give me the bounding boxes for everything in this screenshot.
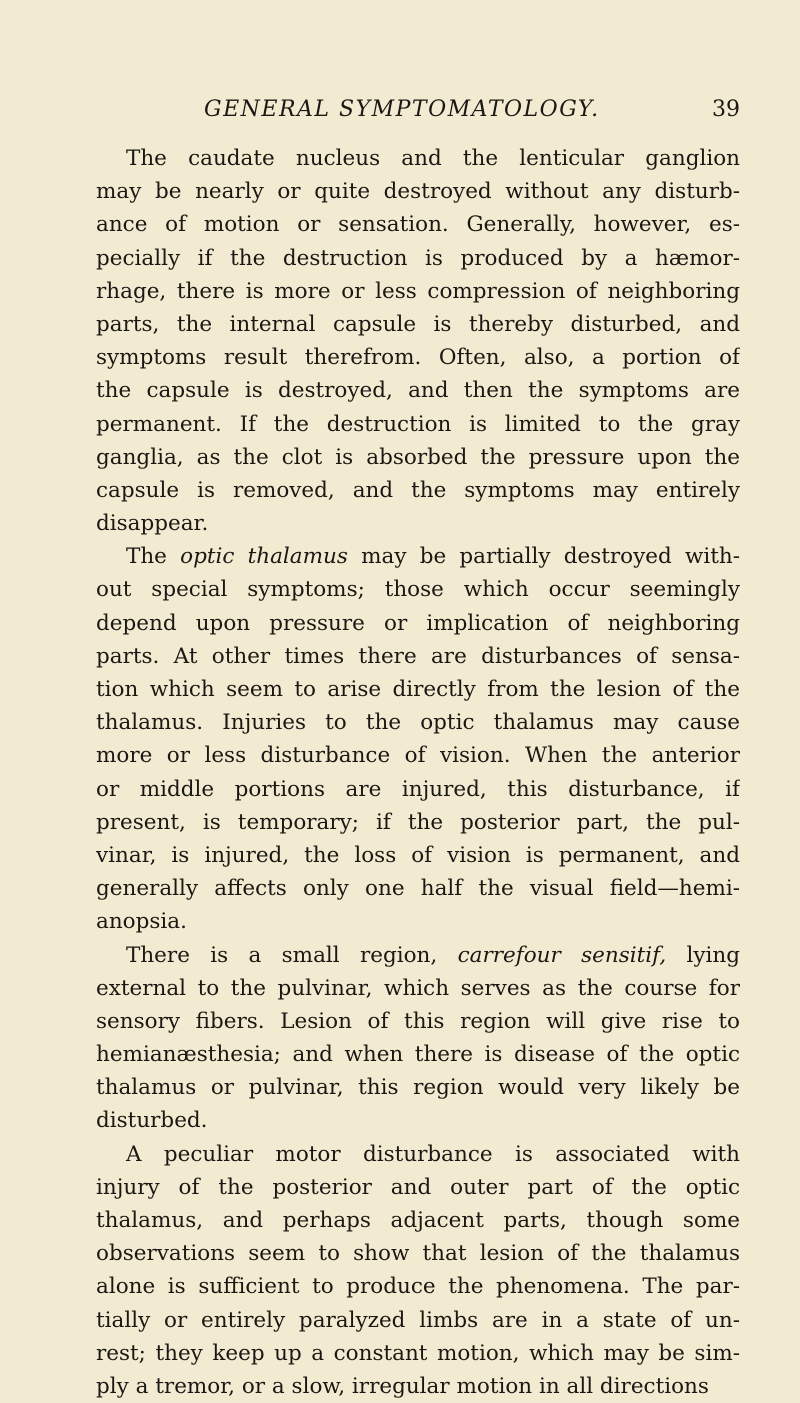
text-line: alone is sufficient to produce the phenomena. The par-	[96, 1274, 740, 1300]
text-line: ganglia, as the clot is absorbed the pressure upon the	[96, 444, 740, 470]
text-line: more or less disturbance of vision. When the anterior	[96, 743, 740, 769]
text-line: sensory fibers. Lesion of this region will give rise to	[96, 1008, 740, 1034]
text-line: depend upon pressure or implication of neighboring	[96, 610, 740, 636]
text-run: The	[126, 544, 181, 570]
paragraph	[96, 142, 740, 540]
text-line: vinar, is injured, the loss of vision is permanent, and	[96, 842, 740, 868]
page-header	[96, 94, 740, 126]
text-line: permanent. If the destruction is limited to the gray	[96, 411, 740, 437]
text-line: symptoms result therefrom. Often, also, a portion of	[96, 345, 740, 371]
text-line: parts. At other times there are disturbances of sensa-	[96, 643, 740, 669]
text-line: hemianæsthesia; and when there is disease of the optic	[96, 1042, 740, 1068]
paragraph	[96, 939, 740, 1138]
page-number: 39	[712, 97, 740, 122]
text-line: may be nearly or quite destroyed without any disturb-	[96, 179, 740, 205]
text-line: rest; they keep up a constant motion, which may be sim-	[96, 1340, 740, 1366]
text-line: rhage, there is more or less compression of neighboring	[96, 278, 740, 304]
italic-term: optic thalamus	[180, 544, 348, 570]
text-line: disturbed.	[96, 1108, 208, 1134]
paragraph	[96, 1138, 740, 1403]
text-line: thalamus. Injuries to the optic thalamus may cause	[96, 710, 740, 736]
text-run: may be partially destroyed with-	[347, 544, 740, 570]
text-line: thalamus, and perhaps adjacent parts, though some	[96, 1208, 740, 1233]
text-line: anopsia.	[96, 909, 187, 935]
text-line: A peculiar motor disturbance is associated with	[126, 1141, 740, 1167]
text-run: There is a small region,	[126, 942, 458, 968]
text-line: ply a tremor, or a slow, irregular motion in all directions	[96, 1373, 709, 1399]
text-line: disappear.	[96, 511, 209, 537]
text-line: generally affects only one half the visual field—hemi-	[96, 876, 740, 902]
text-line: parts, the internal capsule is thereby disturbed, and	[96, 311, 740, 337]
text-line: capsule is removed, and the symptoms may entirely	[96, 477, 740, 503]
text-line: out special symptoms; those which occur seemingly	[96, 577, 740, 603]
text-line	[96, 540, 740, 573]
text-line: or middle portions are injured, this disturbance, if	[96, 776, 740, 802]
italic-term: carrefour sensitif,	[457, 942, 667, 968]
text-line: tion which seem to arise directly from the lesion of the	[96, 677, 740, 702]
text-line: pecially if the destruction is produced by a hæmor-	[96, 245, 740, 271]
text-line: observations seem to show that lesion of the thalamus	[96, 1241, 740, 1267]
text-line: the capsule is destroyed, and then the symptoms are	[96, 378, 740, 404]
text-run: lying	[666, 942, 740, 968]
paragraph	[96, 540, 740, 938]
text-line: ance of motion or sensation. Generally, however, es-	[96, 212, 740, 238]
text-line: The caudate nucleus and the lenticular ganglion	[126, 146, 740, 171]
text-line: external to the pulvinar, which serves as the course for	[96, 975, 740, 1001]
text-line: tially or entirely paralyzed limbs are in a state of un-	[96, 1307, 740, 1333]
text-line: thalamus or pulvinar, this region would very likely be	[96, 1075, 740, 1101]
body-text	[96, 142, 740, 1403]
text-line: injury of the posterior and outer part of the optic	[96, 1174, 740, 1200]
text-line: present, is temporary; if the posterior part, the pul-	[96, 809, 740, 835]
text-line	[96, 939, 740, 972]
running-head: GENERAL SYMPTOMATOLOGY.	[204, 97, 600, 122]
